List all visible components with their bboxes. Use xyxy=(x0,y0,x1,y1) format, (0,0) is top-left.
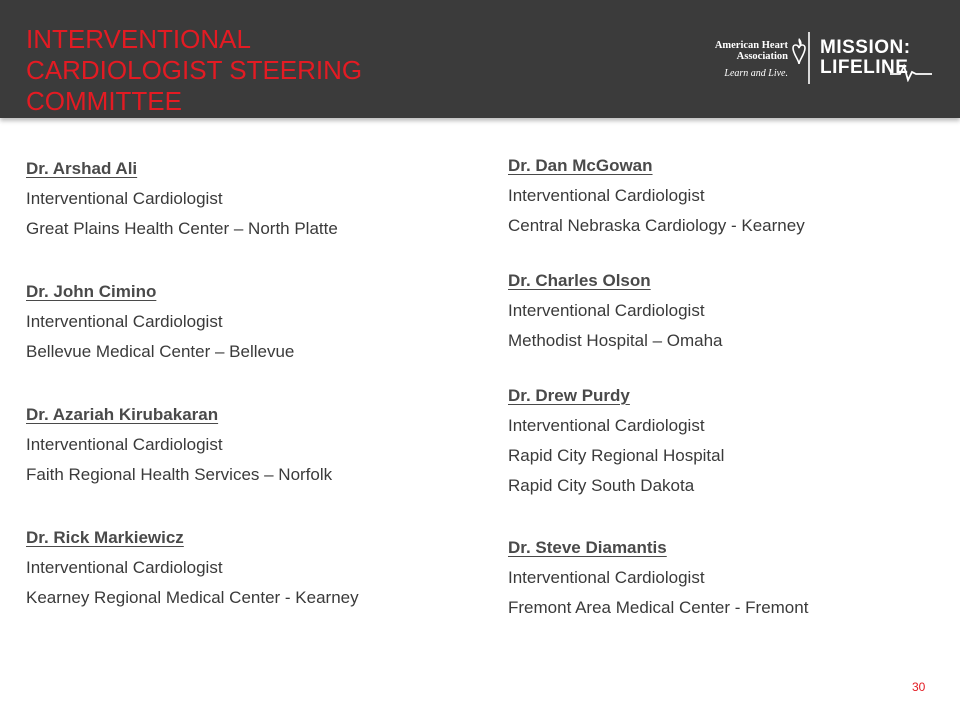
member-location: Kearney Regional Medical Center - Kearney xyxy=(26,588,359,607)
member-location: Great Plains Health Center – North Platte xyxy=(26,219,338,238)
logo-lockup xyxy=(690,30,940,88)
ml-line-1: MISSION: xyxy=(820,37,911,58)
title-line-1: INTERVENTIONAL xyxy=(26,24,251,54)
aha-tagline: Learn and Live. xyxy=(724,68,788,79)
right-column xyxy=(508,151,808,648)
member-location: Rapid City Regional Hospital xyxy=(508,446,725,465)
member-role: Interventional Cardiologist xyxy=(508,416,705,435)
member-role: Interventional Cardiologist xyxy=(26,558,223,577)
member-entry xyxy=(26,154,359,244)
member-role: Interventional Cardiologist xyxy=(26,312,223,331)
member-name: Dr. Dan McGowan xyxy=(508,156,653,175)
page-title xyxy=(26,24,446,117)
member-entry xyxy=(26,400,359,490)
logo-divider xyxy=(808,32,810,84)
page-number: 30 xyxy=(912,680,926,694)
ml-line-2: LIFELINE xyxy=(820,57,909,78)
member-entry xyxy=(508,533,808,623)
member-entry xyxy=(508,381,808,501)
member-role: Interventional Cardiologist xyxy=(26,189,223,208)
member-name: Dr. Rick Markiewicz xyxy=(26,528,184,547)
aha-name-line-2: Association xyxy=(736,51,788,62)
member-role: Interventional Cardiologist xyxy=(26,435,223,454)
member-name: Dr. Steve Diamantis xyxy=(508,538,667,557)
member-name: Dr. John Cimino xyxy=(26,282,157,301)
member-location: Central Nebraska Cardiology - Kearney xyxy=(508,216,805,235)
member-location: Bellevue Medical Center – Bellevue xyxy=(26,342,295,361)
member-entry xyxy=(508,151,808,241)
member-entry xyxy=(26,277,359,367)
member-name: Dr. Arshad Ali xyxy=(26,159,138,178)
aha-logo-text xyxy=(696,40,788,79)
member-location: Faith Regional Health Services – Norfolk xyxy=(26,465,333,484)
member-name: Dr. Drew Purdy xyxy=(508,386,630,405)
aha-name-line-1: American Heart xyxy=(714,40,788,51)
member-location-2: Rapid City South Dakota xyxy=(508,476,695,495)
heart-torch-icon xyxy=(791,36,807,71)
title-line-3: COMMITTEE xyxy=(26,86,182,116)
ecg-line-icon xyxy=(890,62,932,87)
member-entry xyxy=(508,266,808,356)
member-location: Methodist Hospital – Omaha xyxy=(508,331,723,350)
member-name: Dr. Azariah Kirubakaran xyxy=(26,405,219,424)
member-role: Interventional Cardiologist xyxy=(508,568,705,587)
member-name: Dr. Charles Olson xyxy=(508,271,651,290)
header-bar xyxy=(0,0,960,118)
member-location: Fremont Area Medical Center - Fremont xyxy=(508,598,809,617)
left-column xyxy=(26,154,359,646)
member-role: Interventional Cardiologist xyxy=(508,186,705,205)
member-role: Interventional Cardiologist xyxy=(508,301,705,320)
title-line-2: CARDIOLOGIST STEERING xyxy=(26,55,363,85)
member-entry xyxy=(26,523,359,613)
